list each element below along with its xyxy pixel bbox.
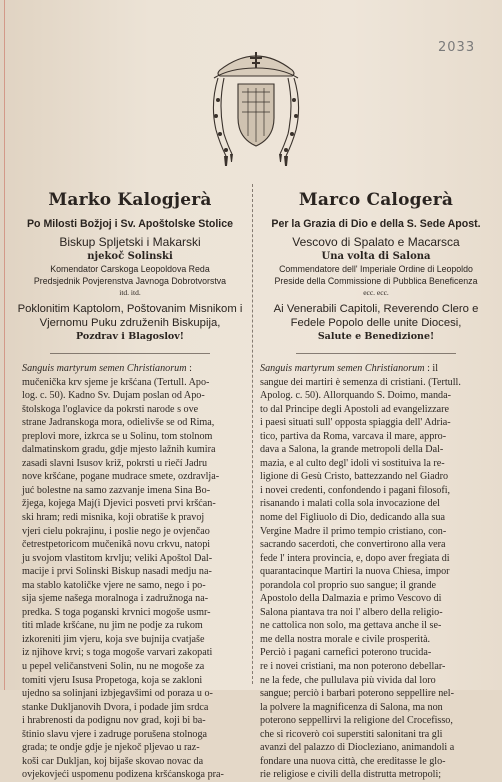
former-see: Una volta di Salona — [321, 251, 431, 262]
body-line: ovjekovjeći uspomenu podizena kršćanskoga pra- — [22, 769, 224, 781]
etc-line: ecc. ecc. — [363, 288, 389, 297]
body-line: izkoreniti jim vjeru, koja sve bujnija cvatjaše — [22, 633, 205, 645]
body-line: log. c. 50). Kadno Sv. Dujam poslan od Apo- — [22, 390, 205, 402]
column-divider — [252, 184, 253, 684]
body-text-croatian — [22, 362, 248, 782]
margin-line — [4, 0, 5, 690]
president-line: Preside della Commissione di Pubblica Beneficenza — [274, 276, 478, 286]
body-line: titi mlade kršćane, nu jim ne podje za rukom — [22, 620, 203, 632]
order-line: Komendator Carskoga Leopoldova Reda — [50, 264, 210, 274]
body-line: u pepel veličanstveni Solin, nu ne mogoše za — [22, 661, 205, 673]
body-line: fondare una nuova città, che ereditasse le glo- — [260, 755, 446, 767]
body-line: che si ricoverò coi superstiti salonitani tra gli — [260, 728, 443, 740]
body-line: porandola col proprio suo sangue; il grande — [260, 579, 437, 591]
bishop-title: Biskup Spljetski i Makarski — [59, 235, 201, 249]
body-line: to dal Principe degli Apostoli ad evangelizzare — [260, 403, 449, 415]
body-text-italian — [260, 362, 494, 782]
body-line: ne la fede, che pullulava più vivida dal loro — [260, 674, 436, 686]
body-line: mazia, e al culto degl' idoli vi sostituiva la re- — [260, 457, 445, 469]
separator-rule — [50, 353, 210, 354]
body-line: ne cattolica non solo, ma gettava anche il se- — [260, 620, 442, 632]
body-line: stanke Dukljanovih Dvora, i podade jim srdca — [22, 701, 209, 713]
body-line: mučenička krv sjeme je kršćana (Tertull. Apo- — [22, 376, 210, 388]
greeting-line: Poklonitim Kaptolom, Poštovanim Misnikom i — [17, 303, 243, 315]
body-line: iz njihove krvi; s toga mogoše varvari zakopati — [22, 647, 213, 659]
body-line: fede l' intera provincia, e, dopo aver fregiata di — [260, 552, 450, 564]
order-line: Commendatore dell' Imperiale Ordine di Leopoldo — [279, 264, 473, 274]
body-line: Salona piantava tra noi l' albero della religio- — [260, 606, 443, 618]
body-line: grada; te ondje gdje je njekoč pljevao u raz- — [22, 742, 200, 754]
body-line: Sanguis martyrum semen Christianorum : — [22, 363, 192, 374]
header-croatian — [12, 186, 248, 354]
body-line: avanzi del palazzo di Diocleziano, animandoli a — [260, 742, 455, 754]
blessing: Salute e Benedizione! — [317, 331, 435, 342]
body-line: vjeri cielu pokrajinu, i poslie nego je ovjenčao — [22, 525, 210, 537]
body-line: ju svojom vlastitom krvlju; veliki Apoštol Dal- — [22, 552, 213, 564]
body-line: Apostolo della Dalmazia e primo Vescovo di — [260, 593, 442, 605]
episcopal-coat-of-arms — [200, 44, 312, 168]
body-line: preplovi more, izkrca se u Solinu, tom stolnom — [22, 430, 213, 442]
body-line: ligione di Gesù Cristo, battezzando nel Giadro — [260, 471, 449, 483]
body-line: Apolog. c. 50). Allorquando S. Doimo, manda- — [260, 390, 451, 402]
body-line: Perciò i pagani carnefici poterono trucida- — [260, 647, 432, 659]
body-line: quarantacinque Martiri la nuova Chiesa, impor — [260, 566, 450, 578]
body-line: juć bolestne na samo zazvanje imena Sina Bo- — [22, 484, 211, 496]
bishop-title: Vescovo di Spalato e Macarsca — [292, 235, 460, 249]
etc-line: itd. itd. — [119, 288, 141, 297]
body-line: štinio slavu vjere i zadruge porušena stolnoga — [22, 728, 208, 740]
body-line: štolskoga l'oglavice da pokrsti narode s ove — [22, 403, 199, 415]
body-line: tico, partiva da Roma, varcava il mare, appro- — [260, 430, 447, 442]
body-line: poterono seppellirvi la religione del Crocefisso, — [260, 715, 453, 727]
president-line: Predsjednik Povjerenstva Javnoga Dobrotvorstva — [33, 276, 227, 286]
body-line: sacrando sacerdoti, che convertirono alla vera — [260, 539, 446, 551]
separator-rule — [296, 353, 456, 354]
body-line: me della nostra morale e civile prosperità. — [260, 633, 431, 645]
body-line: la polvere la magnificenza di Salona, ma non — [260, 701, 443, 713]
body-line: sangue; perciò i barbari poterono seppellire nel- — [260, 688, 454, 700]
blessing: Pozdrav i Blagoslov! — [76, 331, 184, 342]
body-line: ujedno sa solinjani izbjegavšimi od poraza u o- — [22, 688, 213, 700]
body-line: dalmatinskom gradu, gdje mjesto lažnih kumira — [22, 444, 216, 456]
body-line: macije i prvi Solinski Biskup nasadi medju na- — [22, 566, 212, 578]
greeting — [12, 302, 248, 330]
body-line: i paesi situati sull' opposta spiaggia dell' Adria- — [260, 417, 451, 429]
body-line: i novei credenti, confondendo i pagani filosofi, — [260, 484, 451, 496]
greeting-line: Ai Venerabili Capitoli, Reverendo Clero e — [273, 303, 479, 315]
grace-line: Per la Grazia di Dio e della S. Sede Apost. — [271, 218, 481, 230]
pencil-note: 2033 — [438, 40, 476, 55]
grace-line: Po Milosti Božjoj i Sv. Apoštolske Stolice — [26, 218, 234, 230]
body-line: Sanguis martyrum semen Christianorum : il — [260, 363, 439, 374]
body-line: zasadi slavni Isusov križ, pokrsti u riečí Jadru — [22, 457, 208, 469]
body-line: i hrabrenosti da podignu nov grad, koji bi ba- — [22, 715, 206, 727]
body-line: rie religiose e civili della distrutta metropoli; — [260, 769, 442, 781]
greeting-line: Vjernomu Puku združenih Biskupija, — [39, 317, 221, 329]
body-line: dava a Salona, la grande metropoli della Dal- — [260, 444, 444, 456]
body-line: nome del Figliuolo di Dio, dedicando alla sua — [260, 512, 446, 524]
body-line: sangue dei martiri è semenza di cristiani. (Tertull. — [260, 376, 461, 388]
bishop-name: Marko Kalogjerà — [48, 190, 212, 210]
body-line: predka. S toga poganski krvnici mogoše usmr- — [22, 606, 211, 618]
body-line: ma stablo katoličke vjere ne samo, nego i po- — [22, 579, 206, 591]
body-line: strane Jadranskoga mora, odielivše se od Rima, — [22, 417, 215, 429]
body-line: nove kršćane, pogane mudrace smete, ozdravlja- — [22, 471, 220, 483]
header-italian — [258, 186, 494, 354]
former-see: njekoč Solinski — [87, 251, 173, 262]
body-line: Vergine Madre il primo tempio cristiano, con- — [260, 525, 447, 537]
body-line: žjega, kojega Maj(i Djevici posveti prvi kršćan- — [22, 498, 216, 510]
body-line: koši car Dukljan, koj bijaše skovao novac da — [22, 755, 204, 767]
body-line: re i novei cristiani, ma non poterono debellar- — [260, 661, 446, 673]
bishop-name: Marco Calogerà — [298, 190, 454, 210]
greeting — [258, 302, 494, 330]
body-line: četrestpetoricom mučenikâ novu crkvu, natopi — [22, 539, 211, 551]
greeting-line: Fedele Popolo delle unite Diocesi, — [290, 317, 462, 329]
body-line: tomiti vjeru Isusa Propetoga, koja se zakloni — [22, 674, 203, 686]
body-line: risanando i malati colla sola invocazione del — [260, 498, 440, 510]
body-line: sija sjeme našega moralnoga i zadružnoga na- — [22, 593, 209, 605]
body-line: ski hram; redi misnika, koji obratiše k pravoj — [22, 512, 205, 524]
